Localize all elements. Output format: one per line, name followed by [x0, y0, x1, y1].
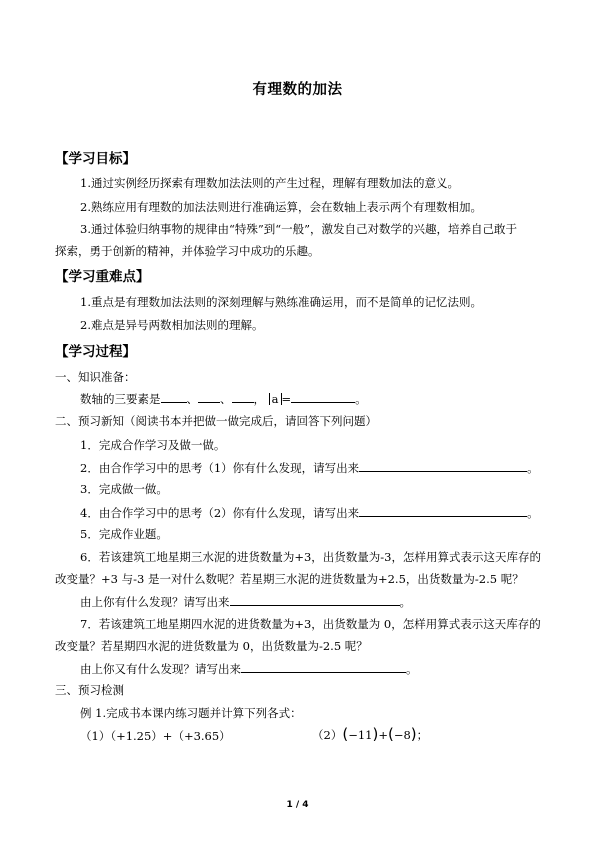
period: 。	[355, 392, 367, 406]
period: 。	[399, 595, 411, 609]
item-6-line-2: 改变量？+3 与-3 是一对什么数呢？若星期三水泥的进货数量为+2.5，出货数量为-2.5 呢？	[55, 572, 524, 586]
item-2	[80, 460, 539, 475]
exercise-2-label: （2）	[312, 728, 343, 742]
period: 。	[406, 662, 418, 676]
goal-line-2: 2.熟练应用有理数的加法法则进行准确运算，会在数轴上表示两个有理数相加。	[80, 200, 482, 214]
number-line-text: 数轴的三要素是	[80, 392, 161, 406]
key-point-1: 1.重点是有理数加法法则的深刻理解与熟练准确运用，而不是简单的记忆法则。	[80, 295, 482, 309]
item-7-text: 由上你又有什么发现？请写出来	[80, 662, 241, 676]
item-4	[80, 505, 539, 520]
equals-sign: =	[281, 392, 292, 406]
blank-field[interactable]	[230, 594, 400, 606]
separator: ，	[253, 392, 265, 406]
item-6-text: 由上你有什么发现？请写出来	[80, 595, 230, 609]
blank-field[interactable]	[232, 391, 254, 403]
item-2-text: 2．由合作学习中的思考（1）你有什么发现，请写出来	[80, 461, 360, 475]
blank-field[interactable]	[291, 391, 355, 403]
exercise-1: （1）（+1.25）+（+3.65）	[80, 729, 231, 743]
item-3: 3．完成做一做。	[80, 482, 168, 496]
page-number: 1 / 4	[286, 800, 309, 810]
item-7-line-1: 7．若该建筑工地星期四水泥的进货数量为+3，出货数量为 0，怎样用算式表示这天库存的	[80, 617, 541, 631]
paren-close: )	[372, 725, 379, 743]
example-1: 例 1.完成书本课内练习题并计算下列各式：	[80, 706, 302, 720]
blank-field[interactable]	[198, 391, 220, 403]
goal-line-4: 探索，勇于创新的精神，并体验学习中成功的乐趣。	[55, 244, 320, 258]
goal-line-1: 1.通过实例经历探索有理数加法法则的产生过程，理解有理数加法的意义。	[80, 176, 459, 190]
separator: 、	[220, 392, 232, 406]
period: 。	[527, 506, 539, 520]
period: 。	[527, 461, 539, 475]
paren-open: (	[342, 725, 349, 743]
section-process-heading: 【学习过程】	[55, 344, 136, 360]
blank-field[interactable]	[359, 505, 527, 517]
operand-2: −8	[393, 728, 411, 742]
item-5: 5．完成作业题。	[80, 527, 168, 541]
item-7-line-3	[80, 661, 418, 676]
paren-close: )	[410, 725, 417, 743]
plus-sign: +	[378, 728, 388, 742]
part2-heading: 二、预习新知（阅读书本并把做一做完成后，请回答下列问题）	[55, 414, 377, 428]
item-1: 1．完成合作学习及做一做。	[80, 438, 226, 452]
item-7-line-2: 改变量？若星期四水泥的进货数量为 0，出货数量为-2.5 呢？	[55, 639, 368, 653]
blank-field[interactable]	[359, 460, 527, 472]
section-key-points-heading: 【学习重难点】	[55, 269, 150, 285]
abs-variable: a	[271, 392, 279, 406]
separator: 、	[186, 392, 198, 406]
semicolon: ；	[416, 728, 429, 742]
part1-heading: 一、知识准备：	[55, 370, 136, 384]
key-point-2: 2.难点是异号两数相加法则的理解。	[80, 318, 264, 332]
number-line-elements-line	[80, 391, 367, 406]
blank-field[interactable]	[241, 661, 406, 673]
item-6-line-3	[80, 594, 411, 609]
operand-1: −11	[348, 728, 373, 742]
exercise-2	[312, 727, 428, 742]
part3-heading: 三、预习检测	[55, 683, 124, 697]
absolute-value-a	[269, 393, 282, 405]
item-4-text: 4．由合作学习中的思考（2）你有什么发现，请写出来	[80, 506, 360, 520]
goal-line-3: 3.通过体验归纳事物的规律由“特殊”到“一般”，激发自己对数学的兴趣，培养自己敢于	[80, 222, 517, 236]
blank-field[interactable]	[161, 391, 187, 403]
page-title: 有理数的加法	[252, 82, 343, 98]
paren-open: (	[387, 725, 394, 743]
item-6-line-1: 6．若该建筑工地星期三水泥的进货数量为+3，出货数量为-3，怎样用算式表示这天库存的	[80, 550, 541, 564]
section-goals-heading: 【学习目标】	[55, 151, 136, 167]
